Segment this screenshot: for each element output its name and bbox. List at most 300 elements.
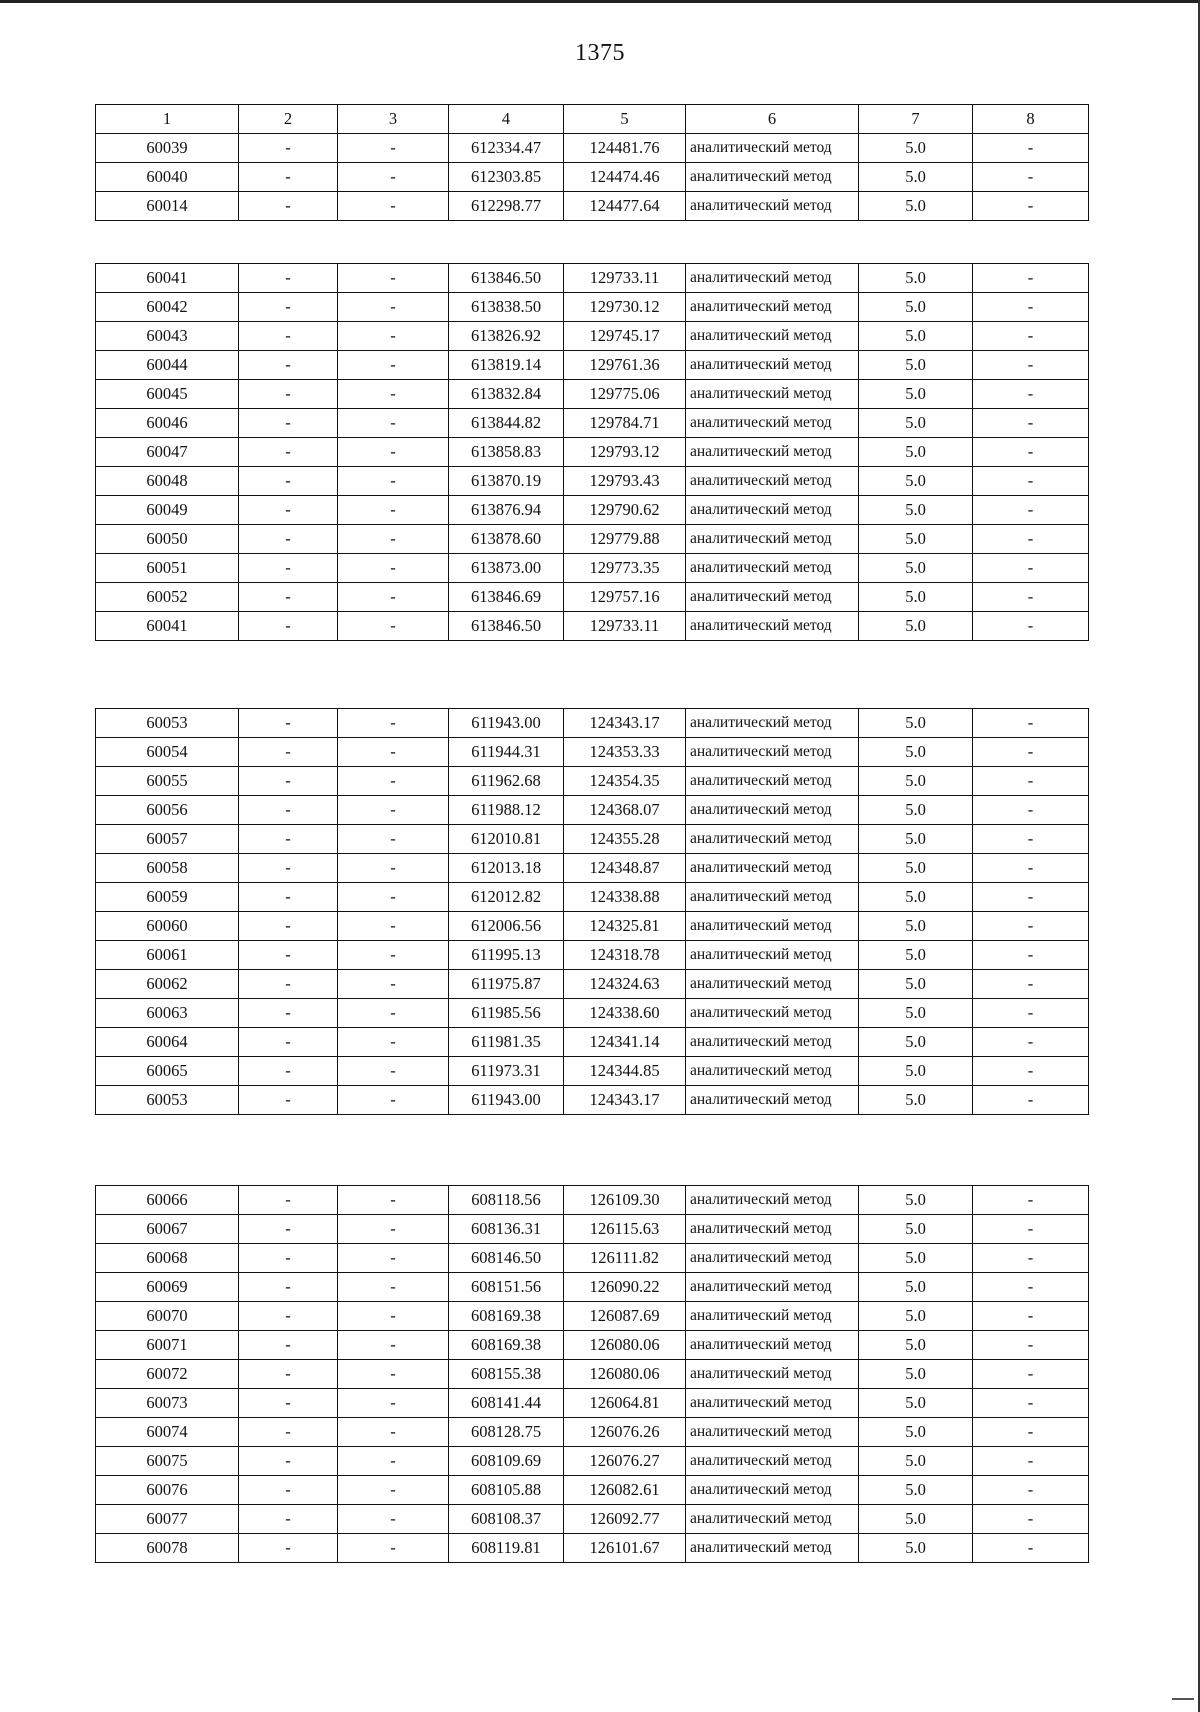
point-number-cell: 60055 [96,767,239,796]
point-number-cell: 60057 [96,825,239,854]
x-coordinate-cell: 612010.81 [449,825,564,854]
col2-value-cell: - [239,883,338,912]
col8-value-cell: - [973,1505,1089,1534]
col3-value-cell: - [338,1476,449,1505]
point-number-cell: 60068 [96,1244,239,1273]
table-row [96,1086,1089,1115]
table-row [96,883,1089,912]
point-number-cell: 60078 [96,1534,239,1563]
x-coordinate-cell: 611973.31 [449,1057,564,1086]
x-coordinate-cell: 613858.83 [449,438,564,467]
x-coordinate-cell: 608136.31 [449,1215,564,1244]
col2-value-cell: - [239,554,338,583]
col8-value-cell: - [973,612,1089,641]
point-number-cell: 60059 [96,883,239,912]
header-cell-1: 1 [96,105,239,134]
point-number-cell: 60053 [96,1086,239,1115]
col3-value-cell: - [338,883,449,912]
col8-value-cell: - [973,1028,1089,1057]
col2-value-cell: - [239,1215,338,1244]
col3-value-cell: - [338,467,449,496]
x-coordinate-cell: 608108.37 [449,1505,564,1534]
method-cell: аналитический метод [686,1534,859,1563]
col2-value-cell: - [239,767,338,796]
method-cell: аналитический метод [686,409,859,438]
method-cell: аналитический метод [686,1028,859,1057]
accuracy-cell: 5.0 [859,554,973,583]
col2-value-cell: - [239,1086,338,1115]
x-coordinate-cell: 608109.69 [449,1447,564,1476]
method-cell: аналитический метод [686,1418,859,1447]
point-number-cell: 60072 [96,1360,239,1389]
accuracy-cell: 5.0 [859,1331,973,1360]
x-coordinate-cell: 611943.00 [449,1086,564,1115]
table-row [96,612,1089,641]
coordinates-table-4 [95,1185,1089,1563]
col8-value-cell: - [973,738,1089,767]
col3-value-cell: - [338,1534,449,1563]
col2-value-cell: - [239,380,338,409]
method-cell: аналитический метод [686,467,859,496]
method-cell: аналитический метод [686,1476,859,1505]
accuracy-cell: 5.0 [859,1273,973,1302]
point-number-cell: 60076 [96,1476,239,1505]
method-cell: аналитический метод [686,738,859,767]
method-cell: аналитический метод [686,767,859,796]
col8-value-cell: - [973,1476,1089,1505]
header-cell-4: 4 [449,105,564,134]
table-row [96,525,1089,554]
col2-value-cell: - [239,1418,338,1447]
page-number: 1375 [575,40,625,66]
method-cell: аналитический метод [686,1186,859,1215]
accuracy-cell: 5.0 [859,1086,973,1115]
col3-value-cell: - [338,554,449,583]
col2-value-cell: - [239,1057,338,1086]
point-number-cell: 60070 [96,1302,239,1331]
col2-value-cell: - [239,1534,338,1563]
table-row [96,1447,1089,1476]
method-cell: аналитический метод [686,1244,859,1273]
col2-value-cell: - [239,1302,338,1331]
method-cell: аналитический метод [686,970,859,999]
x-coordinate-cell: 613844.82 [449,409,564,438]
point-number-cell: 60075 [96,1447,239,1476]
col8-value-cell: - [973,467,1089,496]
table-row [96,1215,1089,1244]
col3-value-cell: - [338,912,449,941]
accuracy-cell: 5.0 [859,1389,973,1418]
col3-value-cell: - [338,796,449,825]
table-row [96,738,1089,767]
x-coordinate-cell: 611944.31 [449,738,564,767]
col2-value-cell: - [239,583,338,612]
table-row [96,767,1089,796]
col8-value-cell: - [973,1302,1089,1331]
col2-value-cell: - [239,525,338,554]
table-row [96,1331,1089,1360]
col2-value-cell: - [239,941,338,970]
point-number-cell: 60014 [96,192,239,221]
col8-value-cell: - [973,1186,1089,1215]
y-coordinate-cell: 126082.61 [564,1476,686,1505]
method-cell: аналитический метод [686,612,859,641]
point-number-cell: 60064 [96,1028,239,1057]
scan-mark [1172,1698,1194,1700]
point-number-cell: 60053 [96,709,239,738]
y-coordinate-cell: 126115.63 [564,1215,686,1244]
accuracy-cell: 5.0 [859,1302,973,1331]
accuracy-cell: 5.0 [859,1215,973,1244]
header-cell-5: 5 [564,105,686,134]
col2-value-cell: - [239,1186,338,1215]
table-row [96,583,1089,612]
accuracy-cell: 5.0 [859,322,973,351]
method-cell: аналитический метод [686,1505,859,1534]
y-coordinate-cell: 129793.43 [564,467,686,496]
method-cell: аналитический метод [686,192,859,221]
accuracy-cell: 5.0 [859,1186,973,1215]
col8-value-cell: - [973,496,1089,525]
col3-value-cell: - [338,1505,449,1534]
col8-value-cell: - [973,1534,1089,1563]
table-body-1 [96,134,1089,221]
table-row [96,1186,1089,1215]
table-row [96,1476,1089,1505]
accuracy-cell: 5.0 [859,1505,973,1534]
method-cell: аналитический метод [686,1215,859,1244]
coordinates-table-1 [95,104,1089,221]
col3-value-cell: - [338,583,449,612]
header-cell-6: 6 [686,105,859,134]
coordinates-table-3 [95,708,1089,1115]
y-coordinate-cell: 126076.26 [564,1418,686,1447]
col2-value-cell: - [239,134,338,163]
accuracy-cell: 5.0 [859,941,973,970]
col3-value-cell: - [338,1086,449,1115]
col3-value-cell: - [338,1028,449,1057]
table-row [96,322,1089,351]
x-coordinate-cell: 613876.94 [449,496,564,525]
col3-value-cell: - [338,264,449,293]
accuracy-cell: 5.0 [859,409,973,438]
accuracy-cell: 5.0 [859,999,973,1028]
x-coordinate-cell: 608118.56 [449,1186,564,1215]
col8-value-cell: - [973,134,1089,163]
header-cell-7: 7 [859,105,973,134]
col8-value-cell: - [973,351,1089,380]
y-coordinate-cell: 126101.67 [564,1534,686,1563]
table-row [96,351,1089,380]
method-cell: аналитический метод [686,1331,859,1360]
table-row [96,970,1089,999]
x-coordinate-cell: 608151.56 [449,1273,564,1302]
table-body-4 [96,1186,1089,1563]
col8-value-cell: - [973,380,1089,409]
point-number-cell: 60077 [96,1505,239,1534]
point-number-cell: 60041 [96,612,239,641]
point-number-cell: 60062 [96,970,239,999]
x-coordinate-cell: 612303.85 [449,163,564,192]
col3-value-cell: - [338,854,449,883]
col8-value-cell: - [973,554,1089,583]
col2-value-cell: - [239,467,338,496]
method-cell: аналитический метод [686,709,859,738]
point-number-cell: 60052 [96,583,239,612]
accuracy-cell: 5.0 [859,525,973,554]
point-number-cell: 60063 [96,999,239,1028]
y-coordinate-cell: 129779.88 [564,525,686,554]
method-cell: аналитический метод [686,1447,859,1476]
point-number-cell: 60042 [96,293,239,322]
col8-value-cell: - [973,1057,1089,1086]
col3-value-cell: - [338,738,449,767]
method-cell: аналитический метод [686,1389,859,1418]
accuracy-cell: 5.0 [859,438,973,467]
point-number-cell: 60073 [96,1389,239,1418]
method-cell: аналитический метод [686,496,859,525]
x-coordinate-cell: 608119.81 [449,1534,564,1563]
x-coordinate-cell: 611981.35 [449,1028,564,1057]
col2-value-cell: - [239,293,338,322]
y-coordinate-cell: 126080.06 [564,1331,686,1360]
table-row [96,1057,1089,1086]
col3-value-cell: - [338,322,449,351]
col8-value-cell: - [973,192,1089,221]
col8-value-cell: - [973,709,1089,738]
method-cell: аналитический метод [686,1302,859,1331]
col3-value-cell: - [338,163,449,192]
x-coordinate-cell: 608146.50 [449,1244,564,1273]
col3-value-cell: - [338,1360,449,1389]
accuracy-cell: 5.0 [859,1360,973,1389]
point-number-cell: 60049 [96,496,239,525]
col2-value-cell: - [239,322,338,351]
col8-value-cell: - [973,1389,1089,1418]
y-coordinate-cell: 129733.11 [564,264,686,293]
table-row [96,999,1089,1028]
accuracy-cell: 5.0 [859,264,973,293]
col8-value-cell: - [973,854,1089,883]
col2-value-cell: - [239,351,338,380]
y-coordinate-cell: 124368.07 [564,796,686,825]
col2-value-cell: - [239,438,338,467]
col8-value-cell: - [973,1244,1089,1273]
col2-value-cell: - [239,264,338,293]
col2-value-cell: - [239,1331,338,1360]
table-header [96,105,1089,134]
col8-value-cell: - [973,1331,1089,1360]
method-cell: аналитический метод [686,163,859,192]
col3-value-cell: - [338,1186,449,1215]
col3-value-cell: - [338,1244,449,1273]
accuracy-cell: 5.0 [859,583,973,612]
accuracy-cell: 5.0 [859,1476,973,1505]
y-coordinate-cell: 124344.85 [564,1057,686,1086]
x-coordinate-cell: 608105.88 [449,1476,564,1505]
method-cell: аналитический метод [686,1057,859,1086]
table-row [96,1389,1089,1418]
x-coordinate-cell: 613873.00 [449,554,564,583]
table-body-3 [96,709,1089,1115]
point-number-cell: 60071 [96,1331,239,1360]
x-coordinate-cell: 613819.14 [449,351,564,380]
y-coordinate-cell: 124338.88 [564,883,686,912]
x-coordinate-cell: 608128.75 [449,1418,564,1447]
y-coordinate-cell: 129761.36 [564,351,686,380]
accuracy-cell: 5.0 [859,970,973,999]
table-row [96,912,1089,941]
table-body-2 [96,264,1089,641]
accuracy-cell: 5.0 [859,767,973,796]
point-number-cell: 60043 [96,322,239,351]
x-coordinate-cell: 613826.92 [449,322,564,351]
method-cell: аналитический метод [686,825,859,854]
table-row [96,496,1089,525]
col2-value-cell: - [239,1476,338,1505]
col3-value-cell: - [338,612,449,641]
col2-value-cell: - [239,912,338,941]
col2-value-cell: - [239,738,338,767]
point-number-cell: 60041 [96,264,239,293]
col2-value-cell: - [239,709,338,738]
table-row [96,409,1089,438]
x-coordinate-cell: 611943.00 [449,709,564,738]
y-coordinate-cell: 124341.14 [564,1028,686,1057]
y-coordinate-cell: 124355.28 [564,825,686,854]
table-row [96,1273,1089,1302]
point-number-cell: 60054 [96,738,239,767]
point-number-cell: 60047 [96,438,239,467]
table-row [96,1360,1089,1389]
point-number-cell: 60044 [96,351,239,380]
table-row [96,380,1089,409]
y-coordinate-cell: 129790.62 [564,496,686,525]
accuracy-cell: 5.0 [859,1244,973,1273]
x-coordinate-cell: 613832.84 [449,380,564,409]
y-coordinate-cell: 126087.69 [564,1302,686,1331]
method-cell: аналитический метод [686,583,859,612]
x-coordinate-cell: 611975.87 [449,970,564,999]
y-coordinate-cell: 124354.35 [564,767,686,796]
col3-value-cell: - [338,192,449,221]
x-coordinate-cell: 613846.69 [449,583,564,612]
col2-value-cell: - [239,1389,338,1418]
col8-value-cell: - [973,825,1089,854]
accuracy-cell: 5.0 [859,293,973,322]
accuracy-cell: 5.0 [859,912,973,941]
col8-value-cell: - [973,1215,1089,1244]
y-coordinate-cell: 124318.78 [564,941,686,970]
col3-value-cell: - [338,767,449,796]
x-coordinate-cell: 608169.38 [449,1302,564,1331]
accuracy-cell: 5.0 [859,192,973,221]
table-row [96,134,1089,163]
method-cell: аналитический метод [686,1360,859,1389]
col2-value-cell: - [239,1447,338,1476]
y-coordinate-cell: 129745.17 [564,322,686,351]
col3-value-cell: - [338,999,449,1028]
point-number-cell: 60074 [96,1418,239,1447]
table-row [96,163,1089,192]
col2-value-cell: - [239,1273,338,1302]
header-cell-8: 8 [973,105,1089,134]
x-coordinate-cell: 611988.12 [449,796,564,825]
method-cell: аналитический метод [686,380,859,409]
point-number-cell: 60066 [96,1186,239,1215]
x-coordinate-cell: 612013.18 [449,854,564,883]
y-coordinate-cell: 126090.22 [564,1273,686,1302]
y-coordinate-cell: 124353.33 [564,738,686,767]
col8-value-cell: - [973,912,1089,941]
col8-value-cell: - [973,1086,1089,1115]
accuracy-cell: 5.0 [859,1028,973,1057]
col8-value-cell: - [973,999,1089,1028]
method-cell: аналитический метод [686,525,859,554]
point-number-cell: 60040 [96,163,239,192]
col8-value-cell: - [973,796,1089,825]
table-row [96,1505,1089,1534]
x-coordinate-cell: 612006.56 [449,912,564,941]
col3-value-cell: - [338,409,449,438]
table-row [96,192,1089,221]
point-number-cell: 60046 [96,409,239,438]
col8-value-cell: - [973,1418,1089,1447]
method-cell: аналитический метод [686,554,859,583]
y-coordinate-cell: 129784.71 [564,409,686,438]
col3-value-cell: - [338,293,449,322]
x-coordinate-cell: 613878.60 [449,525,564,554]
y-coordinate-cell: 129775.06 [564,380,686,409]
y-coordinate-cell: 126092.77 [564,1505,686,1534]
method-cell: аналитический метод [686,1086,859,1115]
method-cell: аналитический метод [686,796,859,825]
y-coordinate-cell: 129730.12 [564,293,686,322]
table-row [96,1028,1089,1057]
point-number-cell: 60067 [96,1215,239,1244]
method-cell: аналитический метод [686,1273,859,1302]
method-cell: аналитический метод [686,351,859,380]
y-coordinate-cell: 129733.11 [564,612,686,641]
col3-value-cell: - [338,1273,449,1302]
y-coordinate-cell: 126109.30 [564,1186,686,1215]
accuracy-cell: 5.0 [859,467,973,496]
method-cell: аналитический метод [686,912,859,941]
y-coordinate-cell: 129773.35 [564,554,686,583]
col3-value-cell: - [338,1331,449,1360]
col3-value-cell: - [338,709,449,738]
method-cell: аналитический метод [686,883,859,912]
accuracy-cell: 5.0 [859,351,973,380]
col2-value-cell: - [239,192,338,221]
x-coordinate-cell: 608141.44 [449,1389,564,1418]
method-cell: аналитический метод [686,264,859,293]
x-coordinate-cell: 612334.47 [449,134,564,163]
method-cell: аналитический метод [686,438,859,467]
col8-value-cell: - [973,293,1089,322]
col2-value-cell: - [239,1028,338,1057]
accuracy-cell: 5.0 [859,854,973,883]
point-number-cell: 60048 [96,467,239,496]
col3-value-cell: - [338,1215,449,1244]
col8-value-cell: - [973,525,1089,554]
col2-value-cell: - [239,970,338,999]
x-coordinate-cell: 613846.50 [449,612,564,641]
col8-value-cell: - [973,970,1089,999]
accuracy-cell: 5.0 [859,1418,973,1447]
table-row [96,1302,1089,1331]
accuracy-cell: 5.0 [859,883,973,912]
